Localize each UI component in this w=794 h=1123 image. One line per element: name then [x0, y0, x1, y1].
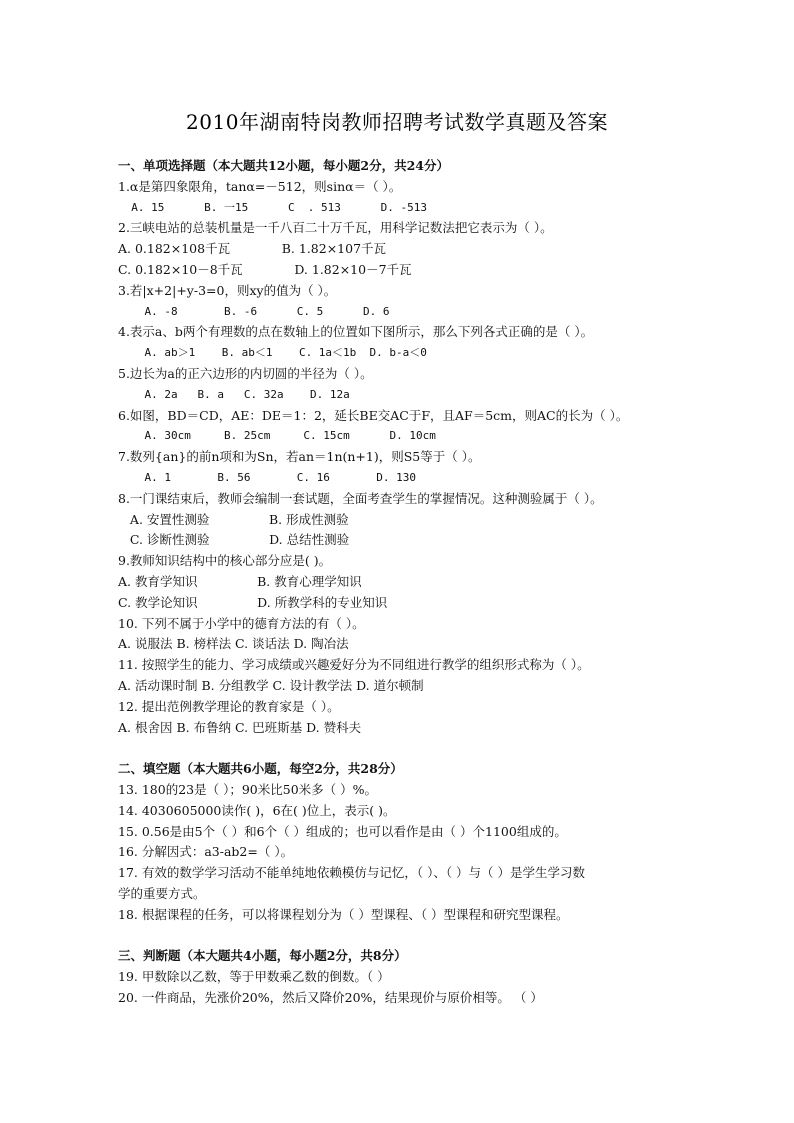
question-line: 18. 根据课程的任务，可以将课程划分为（ ）型课程、（ ）型课程和研究型课程。 — [118, 906, 569, 922]
document-title: 2010年湖南特岗教师招聘考试数学真题及答案 — [186, 110, 608, 134]
answer-options: A. 1 B. 56 C. 16 D. 130 — [118, 470, 417, 484]
question-line: C. 诊断性测验 D. 总结性测验 — [118, 532, 350, 548]
question-line: C. 教学论知识 D. 所教学科的专业知识 — [118, 594, 388, 610]
blank-line — [118, 738, 718, 759]
answer-options: A. -8 B. -6 C. 5 D. 6 — [118, 304, 390, 318]
document-body — [118, 156, 718, 1009]
section-heading: 二、填空题（本大题共6小题，每空2分，共28分） — [118, 761, 403, 777]
question-line: C. 0.182×10－8千瓦 D. 1.82×10－7千瓦 — [118, 261, 412, 277]
question-line: 15. 0.56是由5个（ ）和6个（ ）组成的；也可以看作是由（ ）个1100组成的。 — [118, 823, 567, 839]
question-line: 16. 分解因式：a3-ab2=（ ）。 — [118, 844, 294, 860]
answer-options: A. 2a B. a C. 32a D. 12a — [118, 387, 350, 401]
answer-options: A. 30cm B. 25cm C. 15cm D. 10cm — [118, 429, 436, 443]
question-line: 2.三峡电站的总装机量是一千八百二十万千瓦，用科学记数法把它表示为（ ）。 — [118, 220, 553, 236]
question-line: 11. 按照学生的能力、学习成绩或兴趣爱好分为不同组进行教学的组织形式称为（ ）。 — [118, 657, 590, 673]
question-line: 3.若|x+2|+y-3=0，则xy的值为（ ）。 — [118, 282, 337, 298]
question-line: 12. 提出范例教学理论的教育家是（ ）。 — [118, 698, 340, 714]
question-line: A. 说服法 B. 榜样法 C. 谈话法 D. 陶冶法 — [118, 636, 349, 652]
answer-options: A. ab＞1 B. ab＜1 C. 1a＜1b D. b-a＜0 — [118, 346, 427, 360]
question-line: 1.α是第四象限角，tanα=－512，则sinα＝（ ）。 — [118, 178, 402, 194]
answer-options: A. 15 B. 一15 C . 513 D. -513 — [118, 200, 428, 214]
question-line: 7.数列{an}的前n项和为Sn，若an＝1n(n+1)，则S5等于（ ）。 — [118, 449, 481, 465]
question-line: A. 活动课时制 B. 分组教学 C. 设计教学法 D. 道尔顿制 — [118, 677, 424, 693]
question-line: 13. 180的23是（ ）；90米比50米多（ ）%。 — [118, 781, 378, 797]
section-heading: 三、判断题（本大题共4小题，每小题2分，共8分） — [118, 948, 407, 964]
question-line: A. 根舍因 B. 布鲁纳 C. 巴班斯基 D. 赞科夫 — [118, 719, 362, 735]
question-line: A. 教育学知识 B. 教育心理学知识 — [118, 573, 362, 589]
question-line: 19. 甲数除以乙数，等于甲数乘乙数的倒数。（ ） — [118, 969, 390, 985]
question-line: 20. 一件商品，先涨价20%，然后又降价20%，结果现价与原价相等。 （ ） — [118, 989, 543, 1005]
question-line: 4.表示a、b两个有理数的点在数轴上的位置如下图所示，那么下列各式正确的是（ ）。 — [118, 324, 594, 340]
blank-line — [118, 925, 718, 946]
question-line: 学的重要方式。 — [118, 885, 206, 901]
question-line: 5.边长为a的正六边形的内切圆的半径为（ ）。 — [118, 365, 373, 381]
question-line: 9.教师知识结构中的核心部分应是( )。 — [118, 553, 332, 569]
question-line: 6.如图，BD＝CD，AE：DE＝1：2，延长BE交AC于F，且AF＝5cm，则AC的长为（ ）。 — [118, 407, 629, 423]
question-line: 8.一门课结束后，教师会编制一套试题，全面考查学生的掌握情况。这种测验属于（ ）。 — [118, 490, 603, 506]
question-line: 17. 有效的数学学习活动不能单纯地依赖模仿与记忆，（ ）、（ ）与（ ）是学生学习数 — [118, 865, 586, 881]
section-heading: 一、单项选择题（本大题共12小题，每小题2分，共24分） — [118, 158, 449, 173]
question-line: 10. 下列不属于小学中的德育方法的有（ ）。 — [118, 615, 365, 631]
question-line: 14. 4030605000读作( )，6在( )位上，表示( )。 — [118, 802, 396, 818]
question-line: A. 0.182×108千瓦 B. 1.82×107千瓦 — [118, 241, 387, 257]
question-line: A. 安置性测验 B. 形成性测验 — [118, 511, 349, 527]
